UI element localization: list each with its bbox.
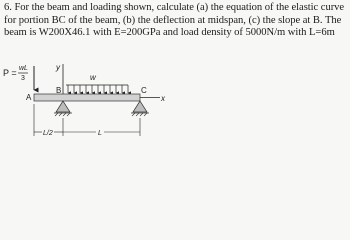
p-equals: P =	[3, 68, 17, 78]
beam	[34, 94, 140, 101]
point-c-label: C	[141, 86, 147, 95]
point-load-label	[3, 65, 28, 82]
support-c	[131, 101, 149, 116]
problem-line-2: for portion BC of the beam, (b) the deflection at midspan, (c) the slope at B. The	[4, 14, 342, 26]
y-axis-label: y	[56, 63, 60, 72]
problem-line-3: beam is W200X46.1 with E=200GPa and load density of 5000N/m with L=6m	[4, 27, 335, 39]
dim-l-half-label: L/2	[43, 130, 53, 137]
support-b	[54, 101, 72, 116]
load-w-label: w	[90, 73, 96, 82]
distributed-load	[66, 85, 128, 93]
p-numerator: wL	[19, 65, 28, 72]
beam-diagram	[0, 52, 350, 148]
problem-statement	[4, 2, 348, 40]
p-denominator: 3	[21, 75, 25, 82]
x-axis-label: x	[161, 94, 165, 103]
point-b-label: B	[56, 86, 62, 95]
point-a-label: A	[26, 93, 32, 102]
problem-line-1: 6. For the beam and loading shown, calculate (a) the equation of the elastic curve	[4, 2, 345, 13]
dim-l-label: L	[98, 130, 102, 137]
